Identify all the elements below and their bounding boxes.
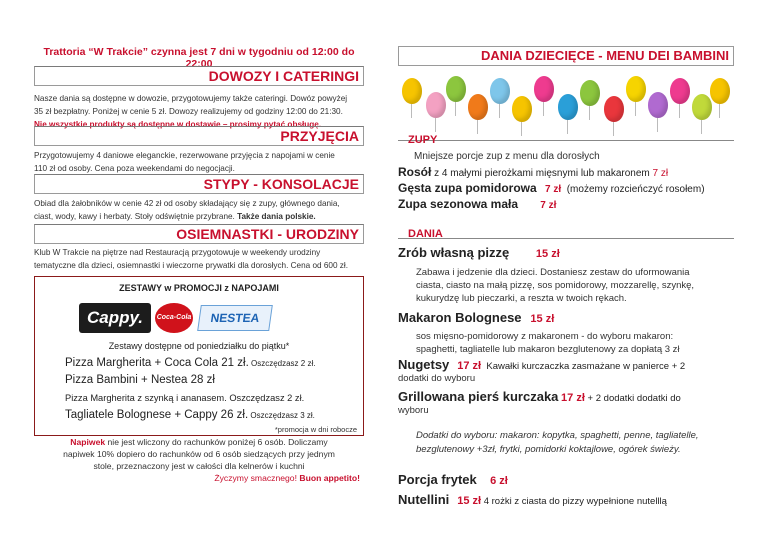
dishes-section — [398, 244, 738, 507]
drink-logos — [79, 303, 269, 333]
promo-line-4-save: Oszczędzasz 3 zł. — [248, 411, 315, 420]
balloon-icon — [534, 76, 554, 102]
wakes-header — [34, 174, 364, 194]
promo-line-1-save: Oszczędzasz 2 zł. — [248, 359, 316, 368]
soups-intro: Mniejsze porcje zup z menu dla dorosłych — [414, 151, 600, 162]
soup-tomato-price: 7 zł — [545, 184, 562, 195]
wakes-text-plain: ciast, wody, kawy i herbaty. Stoły odświętnie przybrane. — [34, 212, 238, 221]
promo-note: *promocja w dni robocze — [274, 425, 357, 434]
dish-bolognese-name: Makaron Bolognese — [398, 310, 522, 325]
dish-nutellini — [398, 492, 738, 507]
dish-pizza-desc-line: ciasta, ciasto na małą pizzę, sos pomidorowy, mozzarellę, szynkę, — [416, 280, 695, 291]
dish-fries-price: 6 zł — [490, 475, 508, 487]
promo-title: ZESTAWY w PROMOCJI z NAPOJAMI — [119, 283, 279, 293]
dish-bolognese — [398, 309, 738, 327]
soups-heading: ZUPY — [408, 134, 438, 146]
soup-tomato — [398, 181, 738, 195]
dish-chicken-desc: + 2 dodatki dodatki do — [584, 393, 681, 404]
soups-divider — [398, 140, 734, 141]
soup-rosol — [398, 165, 738, 179]
extras-note — [398, 429, 738, 457]
kids-menu-title: DANIA DZIECIĘCE - MENU DEI BAMBINI — [481, 48, 729, 63]
cappy-logo: Cappy. — [79, 303, 151, 333]
balloon-icon — [626, 76, 646, 102]
dish-pizza-name: Zrób własną pizzę — [398, 245, 510, 260]
wakes-title: STYPY - KONSOLACJE — [203, 176, 359, 192]
balloons-decoration — [398, 72, 734, 138]
dish-nuggets-desc-line: dodatki do wyboru — [398, 373, 476, 384]
balloon-icon — [468, 94, 488, 120]
dish-nutellini-name: Nutellini — [398, 492, 450, 507]
birthdays-title: OSIEMNASTKI - URODZINY — [176, 226, 359, 242]
dish-bolognese-desc — [398, 330, 738, 356]
soups-section — [398, 150, 738, 211]
wakes-text-bold: Także dania polskie. — [237, 212, 316, 221]
soup-seasonal-name: Zupa sezonowa mała — [398, 197, 519, 211]
tip-word: Napiwek — [70, 437, 106, 447]
delivery-text-line: 35 zł bezpłatny. Poniżej w cenie 5 zł. Dowozy realizujemy od godziny 12:00 do 21:30. — [34, 107, 343, 116]
tip-line: stole, przeznaczony jest w całości dla kelnerów i kuchni — [93, 461, 305, 471]
dish-chicken-name: Grillowana pierś kurczaka — [398, 389, 559, 404]
dishes-heading: DANIA — [408, 228, 443, 240]
extras-line: Dodatki do wyboru: makaron: kopytka, spaghetti, penne, tagliatelle, — [416, 430, 699, 441]
dish-bolognese-desc-line: spaghetti, tagliatelle lub makaron bezglutenowy za dopłatą 3 zł — [416, 344, 680, 355]
promo-line-4-main: Tagliatele Bolognese + Cappy 26 zł. — [65, 409, 249, 421]
balloon-icon — [446, 76, 466, 102]
receptions-text-line: Przygotowujemy 4 daniowe eleganckie, rezerwowane przyjęcia z napojami w cenie — [34, 151, 335, 160]
delivery-warning: Nie wszystkie produkty są dostępne w dostawie – prosimy pytać obsługę. — [34, 120, 322, 129]
promo-line-4 — [65, 409, 315, 421]
delivery-title: DOWOZY I CATERINGI — [208, 68, 359, 84]
dish-pizza — [398, 244, 738, 262]
delivery-header — [34, 66, 364, 86]
dish-bolognese-price: 15 zł — [530, 313, 555, 325]
tip-line: napiwek 10% dopiero do rachunków od 6 osób siedzących przy jednym — [63, 449, 335, 459]
soup-rosol-name: Rosół — [398, 165, 432, 179]
dish-chicken-desc-line: wyboru — [398, 405, 429, 416]
receptions-header — [34, 126, 364, 146]
dish-pizza-price: 15 zł — [535, 248, 560, 260]
soup-rosol-desc: z 4 małymi pierożkami mięsnymi lub makaronem — [431, 168, 653, 179]
dish-fries-name: Porcja frytek — [398, 472, 477, 487]
soup-tomato-note: (możemy rozcieńczyć rosołem) — [566, 184, 705, 195]
dish-nuggets-price: 17 zł — [457, 360, 482, 372]
birthdays-header — [34, 224, 364, 244]
dish-nuggets — [398, 357, 738, 372]
dish-fries — [398, 471, 738, 489]
promo-line-2-main: Pizza Bambini + Nestea 28 zł — [65, 374, 215, 386]
dish-nutellini-price: 15 zł — [457, 495, 482, 507]
dish-nuggets-name: Nugetsy — [398, 357, 450, 372]
dish-pizza-desc-line: kukurydzę lub pieczarki, a reszta w twoich rękach. — [416, 293, 627, 304]
tip-notice — [34, 436, 364, 484]
receptions-title: PRZYJĘCIA — [280, 128, 359, 144]
promo-box — [34, 276, 364, 436]
kids-menu-header — [398, 46, 734, 66]
balloon-icon — [402, 78, 422, 104]
wakes-text — [34, 197, 374, 223]
dish-bolognese-desc-line: sos mięsno-pomidorowy z makaronem - do wyboru makaron: — [416, 331, 674, 342]
balloon-icon — [648, 92, 668, 118]
dish-pizza-desc-line: Zabawa i jedzenie dla dzieci. Dostaniesz zestaw do uformowania — [416, 267, 690, 278]
soup-seasonal — [398, 197, 738, 211]
dish-chicken — [398, 389, 738, 404]
birthdays-text — [34, 246, 374, 272]
birthdays-text-line: Klub W Trakcie na piętrze nad Restauracją przygotowuje w weekendy urodziny — [34, 248, 321, 257]
promo-line-1-main: Pizza Margherita + Coca Cola 21 zł. — [65, 357, 249, 369]
receptions-text — [34, 149, 374, 175]
balloon-icon — [670, 78, 690, 104]
soup-rosol-price: 7 zł — [652, 168, 669, 179]
wakes-text-line: Obiad dla żałobników w cenie 42 zł od osoby składający się z zupy, głównego dania, — [34, 199, 340, 208]
promo-line-1 — [65, 357, 315, 369]
tip-wish-line — [34, 472, 364, 484]
dish-chicken-price: 17 zł — [561, 392, 585, 404]
delivery-text-line: Nasze dania są dostępne w dowozie, przygotowujemy także cateringi. Dowóz powyżej — [34, 94, 348, 103]
balloon-icon — [426, 92, 446, 118]
balloon-icon — [692, 94, 712, 120]
extras-line: bezglutenowy +3zł, frytki, pomidorki koktajlowe, ogórek świeży. — [416, 444, 681, 455]
coca-cola-logo: Coca-Cola — [155, 303, 193, 333]
balloon-icon — [710, 78, 730, 104]
soup-tomato-name: Gęsta zupa pomidorowa — [398, 181, 537, 195]
tip-wish: Życzymy smacznego! — [214, 473, 300, 483]
dishes-divider — [398, 238, 734, 239]
tip-buon-appetito: Buon appetito! — [299, 473, 360, 483]
balloon-icon — [604, 96, 624, 122]
tip-text: nie jest wliczony do rachunków poniżej 6 osób. Doliczamy — [105, 437, 328, 447]
balloon-icon — [512, 96, 532, 122]
promo-line-3 — [65, 393, 304, 403]
dish-nuggets-desc: Kawałki kurczaczka zasmażane w panierce + 2 — [486, 361, 686, 372]
nestea-logo: NESTEA — [197, 305, 273, 331]
opening-hours: Trattoria “W Trakcie” czynna jest 7 dni w tygodniu od 12:00 do 22:00 — [43, 46, 355, 70]
tip-line — [34, 436, 364, 448]
promo-subtitle: Zestawy dostępne od poniedziałku do piątku* — [108, 341, 290, 351]
balloon-icon — [490, 78, 510, 104]
soup-seasonal-price: 7 zł — [540, 200, 557, 211]
dish-pizza-desc — [398, 266, 738, 305]
promo-line-3-main: Pizza Margherita z szynką i ananasem. Oszczędzasz 2 zł. — [65, 393, 305, 403]
birthdays-text-line: tematyczne dla dzieci, osiemnastki i wieczorne prywatki dla dorosłych. Cena od 600 zł. — [34, 261, 348, 270]
balloon-icon — [558, 94, 578, 120]
dish-nutellini-desc: 4 rożki z ciasta do pizzy wypełnione nutelllą — [481, 496, 667, 507]
promo-line-2 — [65, 374, 215, 386]
balloon-icon — [580, 80, 600, 106]
wakes-text-line — [34, 210, 374, 223]
receptions-text-line: 110 zł od osoby. Cena poza weekendami do negocjacji. — [34, 164, 235, 173]
